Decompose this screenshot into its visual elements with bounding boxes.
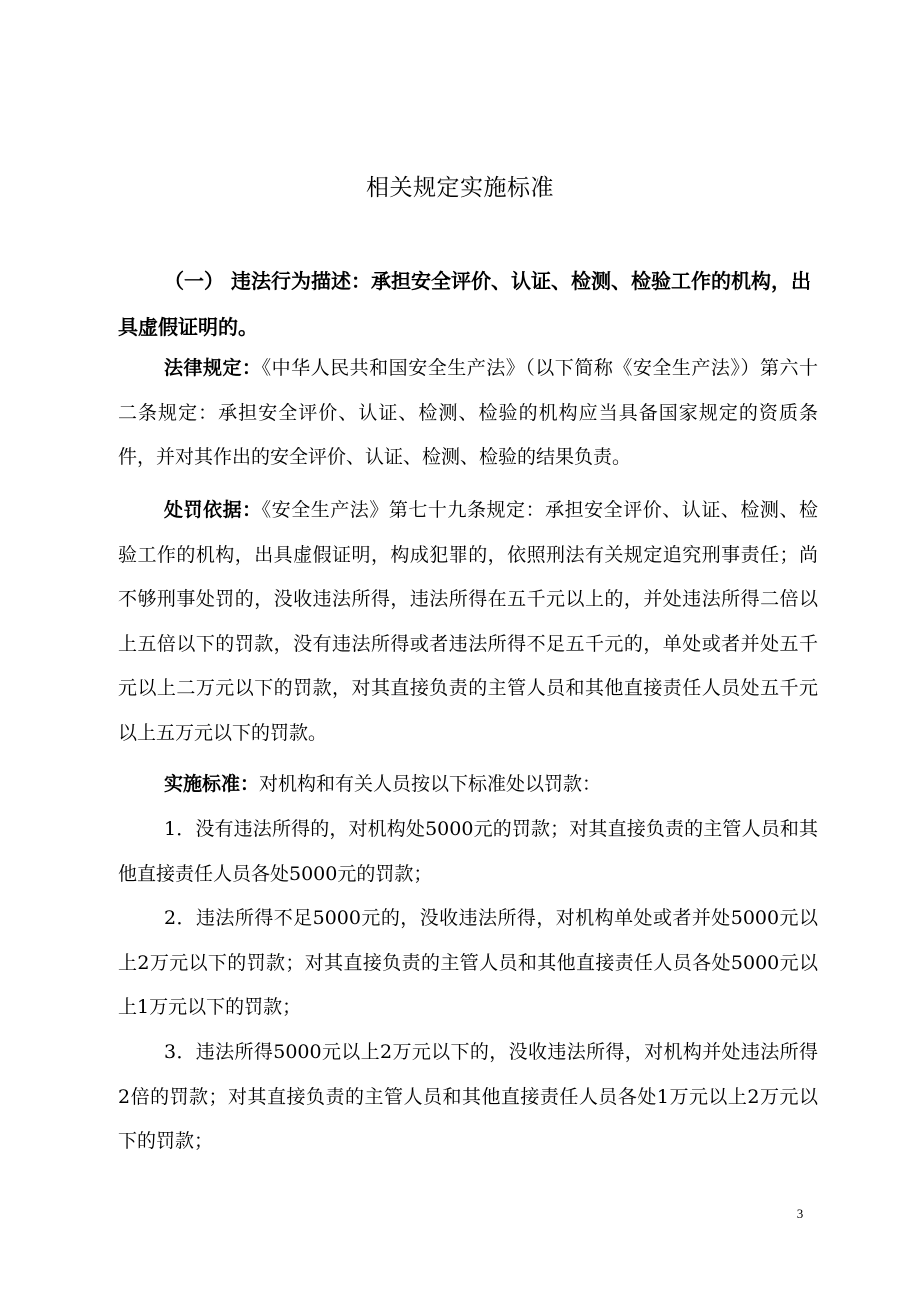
legal-provision-text: 《中华人民共和国安全生产法》（以下简称《安全生产法》）第六十二条规定：承担安全评价、认证、检测、检验的机构应当具备国家规定的资质条件，并对其作出的安全评价、认证、检测、检验的结果负责。	[118, 357, 818, 468]
penalty-basis-text: 《安全生产法》第七十九条规定：承担安全评价、认证、检测、检验工作的机构，出具虚假证明，构成犯罪的，依照刑法有关规定追究刑事责任；尚不够刑事处罚的，没收违法所得，违法所得在五千元以上的，并处违法所得二倍以上五倍以下的罚款，没有违法所得或者违法所得不足五千元的，单处或者并处五千元以上二万元以下的罚款，对其直接负责的主管人员和其他直接责任人员处五千元以上五万元以下的罚款。	[118, 499, 818, 744]
penalty-basis-paragraph	[118, 488, 818, 755]
heading-text: 违法行为描述：承担安全评价、认证、检测、检验工作的机构，出具虚假证明的。	[118, 269, 811, 339]
standard-item-2: 2．违法所得不足5000元的，没收违法所得，对机构单处或者并处5000元以上2万元以下的罚款；对其直接负责的主管人员和其他直接责任人员各处5000元以上1万元以下的罚款；	[118, 907, 818, 1018]
standard-item-3: 3．违法所得5000元以上2万元以下的，没收违法所得，对机构并处违法所得2倍的罚款；对其直接负责的主管人员和其他直接责任人员各处1万元以上2万元以下的罚款；	[118, 1041, 818, 1152]
implementation-standard-label: 实施标准：	[164, 773, 260, 795]
page-number: 3	[796, 1206, 804, 1221]
legal-provision-label: 法律规定：	[164, 357, 262, 379]
heading-number: （一）	[164, 269, 224, 293]
document-title: 相关规定实施标准	[366, 175, 554, 201]
standard-item-1: 1．没有违法所得的，对机构处5000元的罚款；对其直接负责的主管人员和其他直接责任人员各处5000元的罚款；	[118, 818, 818, 885]
violation-heading	[118, 258, 818, 350]
penalty-basis-label: 处罚依据：	[164, 499, 262, 521]
implementation-standard-text: 对机构和有关人员按以下标准处以罚款：	[259, 773, 602, 795]
implementation-standard-paragraph	[118, 762, 818, 807]
legal-provision-paragraph	[118, 346, 818, 480]
